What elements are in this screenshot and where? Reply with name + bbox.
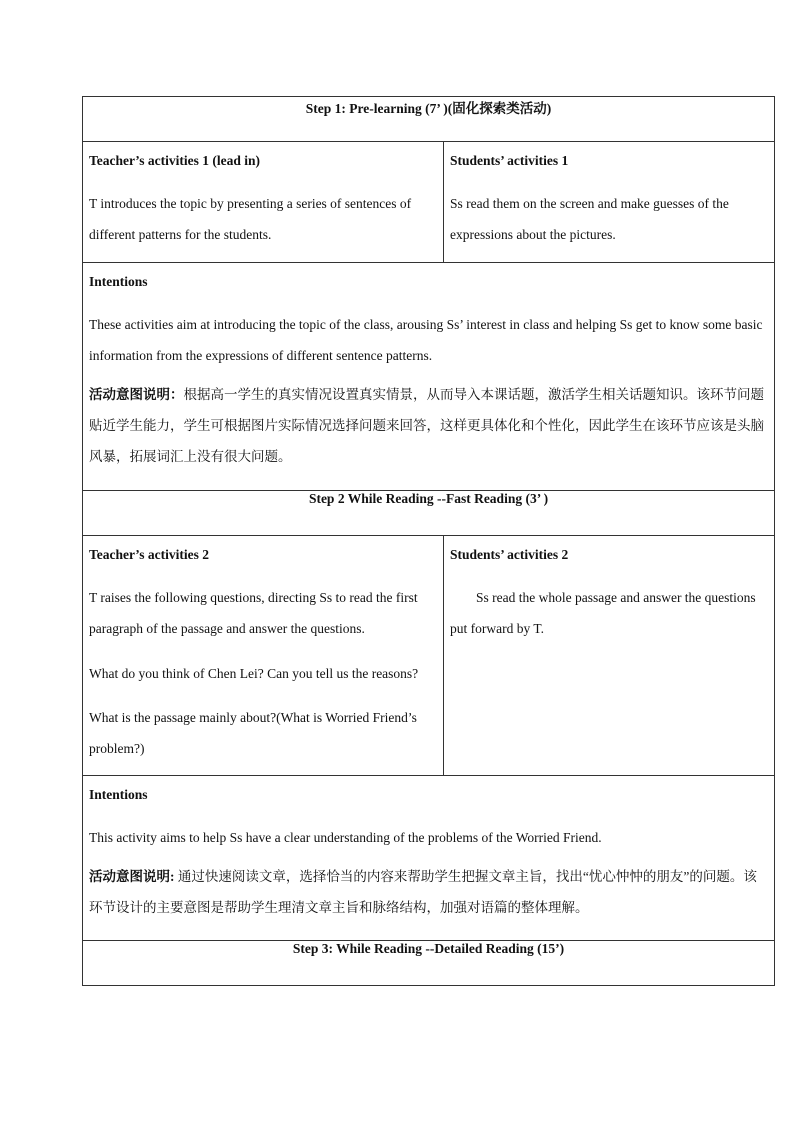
step1-intentions-row — [83, 263, 775, 491]
step2-teacher-text: T raises the following questions, directing Ss to read the first paragraph of the passage and answer the questions. — [89, 590, 418, 636]
step2-title-row — [83, 491, 775, 536]
step2-student-cell — [444, 536, 775, 776]
step1-intention-explanation — [89, 379, 768, 472]
step1-intentions-text: These activities aim at introducing the topic of the class, arousing Ss’ interest in class and helping Ss get to know some basic information from the expressions of different sentence patterns. — [89, 317, 763, 363]
lesson-plan-table — [82, 96, 775, 986]
step1-activities-row — [83, 142, 775, 263]
step2-activities-row — [83, 536, 775, 776]
step2-intentions-row — [83, 776, 775, 941]
step1-student-text: Ss read them on the screen and make guesses of the expressions about the pictures. — [450, 196, 729, 242]
step2-intentions-text: This activity aims to help Ss have a clear understanding of the problems of the Worried Friend. — [89, 830, 602, 845]
step2-title: Step 2 While Reading --Fast Reading (3’ ) — [83, 491, 775, 536]
step2-cn-text: 通过快速阅读文章，选择恰当的内容来帮助学生把握文章主旨，找出“忧心忡忡的朋友”的问题。该环节设计的主要意图是帮助学生理清文章主旨和脉络结构，加强对语篇的整体理解。 — [89, 869, 757, 915]
step2-cn-label: 活动意图说明: — [89, 869, 175, 884]
step3-title: Step 3: While Reading --Detailed Reading (15’) — [83, 941, 775, 986]
step1-cn-text: 根据高一学生的真实情况设置真实情景，从而导入本课话题，激活学生相关话题知识。该环节问题贴近学生能力，学生可根据图片实际情况选择问题来回答，这样更具体化和个性化，因此学生在该环节应该是头脑风暴，拓展词汇上没有很大问题。 — [89, 387, 764, 464]
step2-teacher-question-2: What is the passage mainly about?(What is Worried Friend’s problem?) — [89, 710, 417, 756]
step1-teacher-cell — [83, 142, 444, 263]
step2-intentions-heading: Intentions — [89, 787, 148, 802]
step1-student-cell — [444, 142, 775, 263]
step1-intentions-cell — [83, 263, 775, 491]
step1-student-heading: Students’ activities 1 — [450, 153, 569, 168]
step2-student-heading: Students’ activities 2 — [450, 547, 569, 562]
step3-title-row — [83, 941, 775, 986]
step1-teacher-heading: Teacher’s activities 1 (lead in) — [89, 153, 260, 168]
step1-intentions-heading: Intentions — [89, 274, 148, 289]
step2-teacher-cell — [83, 536, 444, 776]
step1-title: Step 1: Pre-learning (7’ )(固化探索类活动) — [83, 97, 775, 142]
step2-teacher-question-1: What do you think of Chen Lei? Can you tell us the reasons? — [89, 666, 419, 681]
step2-student-text: Ss read the whole passage and answer the questions put forward by T. — [450, 590, 756, 636]
step2-intention-explanation — [89, 861, 768, 923]
step1-teacher-text: T introduces the topic by presenting a series of sentences of different patterns for the students. — [89, 196, 412, 242]
step1-cn-label: 活动意图说明： — [89, 387, 184, 402]
step2-teacher-heading: Teacher’s activities 2 — [89, 547, 209, 562]
step1-title-row — [83, 97, 775, 142]
step2-intentions-cell — [83, 776, 775, 941]
